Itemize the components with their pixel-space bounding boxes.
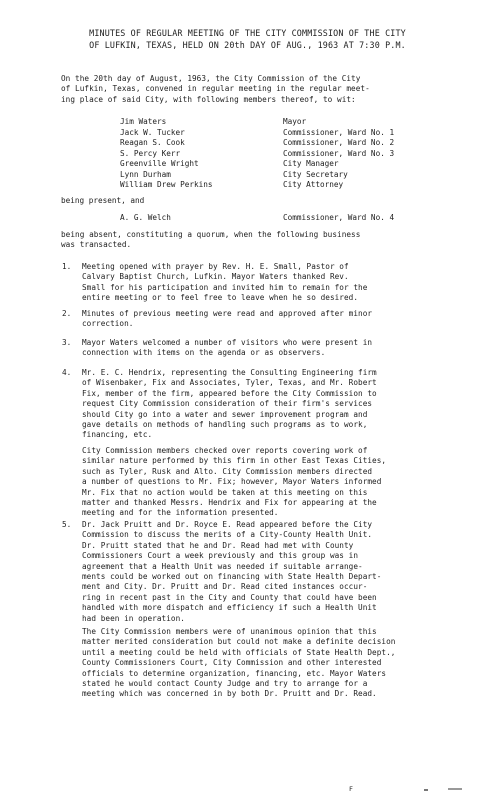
- item-paragraph: Dr. Jack Pruitt and Dr. Royce E. Read appeared before the City Commission to discuss the merits of a City-County Health Unit. Dr. Pruitt stated that he and Dr. Read had met with County Commissioners Court a week previously and this group was in agreement that a Health Unit was needed if suitable arrange- ments could be worked out on financing with State Health Depart- ment and City. Dr. Pruitt and Dr. Read cited instances occur- ring in recent past in the City and County that could have been handled with more dispatch and efficiency if such a Health Unit had been in operation.: [82, 520, 382, 623]
- member-name: William Drew Perkins: [120, 180, 213, 189]
- member-office: Commissioner, Ward No. 2: [283, 138, 395, 147]
- absent-member-office: Commissioner, Ward No. 4: [283, 213, 395, 222]
- member-name: Greenville Wright: [120, 159, 199, 168]
- member-office: City Attorney: [283, 180, 344, 189]
- item-number: 2.: [62, 309, 72, 318]
- item-number: 3.: [62, 338, 72, 347]
- member-office: City Secretary: [283, 169, 348, 179]
- being-present-text: being present, and: [61, 196, 145, 205]
- item-paragraph: The City Commission members were of unanimous opinion that this matter merited consideration but could not make a definite decision until a meeting could be held with officials of State Health Dept., County Commissioners Court, City Commission and other interested officials to determine organization, financing, etc. Mayor Waters stated he would contact County Judge and try to arrange for a meeting which was concerned in by both Dr. Pruitt and Dr. Read.: [82, 627, 396, 699]
- item-paragraph: Mayor Waters welcomed a number of visitors who were present in connection with items on the agenda or as observers.: [82, 338, 373, 358]
- document-title: MINUTES OF REGULAR MEETING OF THE CITY COMMISSION OF THE CITY OF LUFKIN, TEXAS, HELD ON 20th DAY OF AUG., 1963 AT 7:30 P.M.: [89, 28, 406, 50]
- member-office: Commissioner, Ward No. 3: [283, 148, 395, 158]
- item-paragraph: Mr. E. C. Hendrix, representing the Consulting Engineering firm of Wisenbaker, Fix and Associates, Tyler, Texas, and Mr. Robert Fix, member of the firm, appeared before the City Commission to request City Commission consideration of their firm's services should City go into a water and sewer improvement program and gave details on methods of handling such programs as to work, financing, etc.: [82, 368, 377, 440]
- member-name: Jack W. Tucker: [120, 127, 185, 137]
- item-paragraph: City Commission members checked over reports covering work of similar nature performed by this firm in other East Texas Cities, such as Tyler, Rusk and Alto. City Commission members directed a number of questions to Mr. Fix; however, Mayor Waters informed Mr. Fix that no action would be taken at this meeting on this matter and thanked Messrs. Hendrix and Fix for appearing at the meeting and for the information presented.: [82, 446, 387, 518]
- member-name: Reagan S. Cook: [120, 138, 185, 147]
- absent-member-name: A. G. Welch: [120, 213, 171, 222]
- member-name: Jim Waters: [120, 117, 167, 126]
- item-number: 5.: [62, 520, 72, 529]
- member-office: City Manager: [283, 159, 339, 168]
- scan-speck: [424, 789, 428, 791]
- scan-speck: [448, 788, 462, 790]
- item-paragraph: Minutes of previous meeting were read and approved after minor correction.: [82, 309, 373, 329]
- member-name: S. Percy Kerr: [120, 148, 181, 158]
- intro-paragraph: On the 20th day of August, 1963, the City Commission of the City of Lufkin, Texas, convened in regular meeting in the regular meet- ing place of said City, with following members thereof, to wit:: [61, 74, 370, 104]
- item-number: 1.: [62, 262, 72, 271]
- member-office: Mayor: [283, 117, 307, 126]
- member-office: Commissioner, Ward No. 1: [283, 127, 395, 137]
- quorum-paragraph: being absent, constituting a quorum, when the following business was transacted.: [61, 230, 361, 250]
- member-name: Lynn Durham: [120, 169, 171, 179]
- item-paragraph: Meeting opened with prayer by Rev. H. E. Small, Pastor of Calvary Baptist Church, Lufkin. Mayor Waters thanked Rev. Small for his participation and invited him to remain for the entire meeting or to feel free to leave when he so desired.: [82, 262, 368, 303]
- footer-mark: F: [349, 785, 353, 793]
- item-number: 4.: [62, 368, 72, 377]
